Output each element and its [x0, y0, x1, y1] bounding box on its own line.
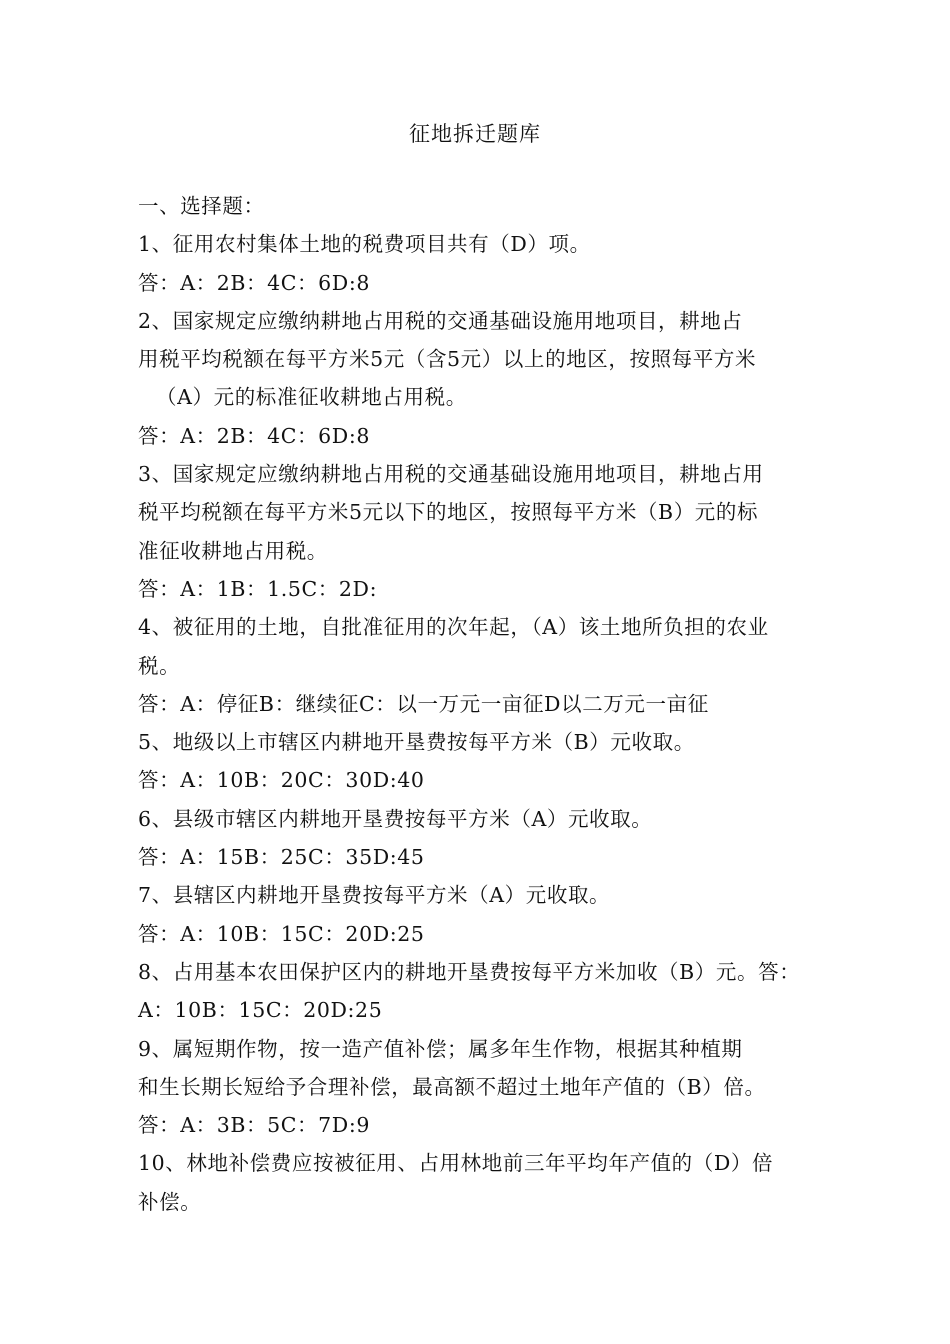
question-4-line-1: 4、被征用的土地，自批准征用的次年起，（A）该土地所负担的农业	[138, 615, 769, 640]
answer-options-1: 答：A：2B：4C：6D:8	[138, 270, 370, 295]
question-2-line-1: 2、国家规定应缴纳耕地占用税的交通基础设施用地项目，耕地占	[138, 308, 743, 333]
document-title: 征地拆迁题库	[409, 122, 541, 146]
question-3-line-2: 税平均税额在每平方米5元以下的地区，按照每平方米（B）元的标	[138, 500, 759, 525]
answer-options-3: 答：A：1B：1.5C：2D:	[138, 576, 378, 601]
question-4-line-2: 税。	[138, 653, 181, 678]
question-3-line-1: 3、国家规定应缴纳耕地占用税的交通基础设施用地项目，耕地占用	[138, 462, 764, 487]
section-heading: 一、选择题：	[138, 194, 265, 218]
question-10-line-1: 10、林地补偿费应按被征用、占用林地前三年平均年产值的（D）倍	[138, 1151, 774, 1176]
answer-options-6: 答：A：15B：25C：35D:45	[138, 845, 425, 870]
answer-options-9: 答：A：3B：5C：7D:9	[138, 1113, 370, 1138]
question-2-line-3: （A）元的标准征收耕地占用税。	[156, 385, 467, 410]
question-2-line-2: 用税平均税额在每平方米5元（含5元）以上的地区，按照每平方米	[138, 347, 757, 372]
answer-options-7: 答：A：10B：15C：20D:25	[138, 921, 425, 946]
question-1: 1、征用农村集体土地的税费项目共有（D）项。	[138, 232, 591, 257]
question-6: 6、县级市辖区内耕地开垦费按每平方米（A）元收取。	[138, 806, 653, 831]
question-8: 8、占用基本农田保护区内的耕地开垦费按每平方米加收（B）元。答：	[138, 959, 801, 984]
answer-options-4: 答：A：停征B：继续征C：以一万元一亩征D以二万元一亩征	[138, 691, 709, 716]
answer-options-2: 答：A：2B：4C：6D:8	[138, 423, 370, 448]
question-7: 7、县辖区内耕地开垦费按每平方米（A）元收取。	[138, 883, 611, 908]
question-9-line-1: 9、属短期作物，按一造产值补偿；属多年生作物，根据其种植期	[138, 1036, 743, 1061]
question-10-line-2: 补偿。	[138, 1189, 202, 1214]
answer-options-5: 答：A：10B：20C：30D:40	[138, 768, 425, 793]
question-5: 5、地级以上市辖区内耕地开垦费按每平方米（B）元收取。	[138, 730, 695, 755]
question-9-line-2: 和生长期长短给予合理补偿，最高额不超过土地年产值的（B）倍。	[138, 1074, 766, 1099]
answer-options-8: A：10B：15C：20D:25	[138, 998, 383, 1023]
question-3-line-3: 准征收耕地占用税。	[138, 538, 328, 563]
document-body	[138, 187, 828, 1221]
